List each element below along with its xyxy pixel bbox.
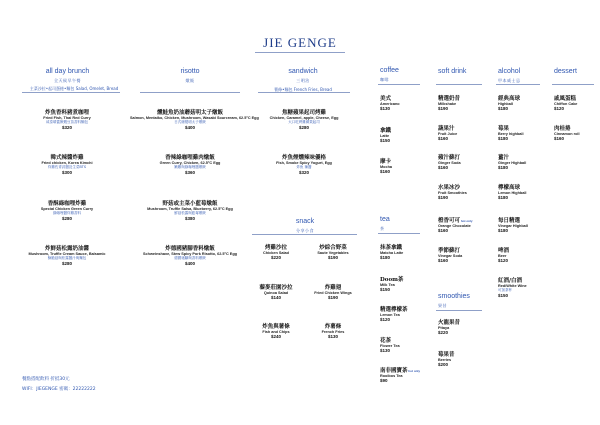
alcohol-item <box>498 216 548 233</box>
alcohol-item <box>498 183 548 200</box>
brunch-item <box>12 199 122 221</box>
item-name-zh: 野菇或主菜小藍莓燉飯 <box>162 201 218 207</box>
item-note: 日式燻製明太子燉飯 <box>174 120 206 124</box>
item-name-zh: 炒綜合野菜 <box>319 245 347 251</box>
item-price: $190 <box>327 295 338 300</box>
item-name-en: Chicken, Caramel, apple, Cheese, Egg <box>269 116 339 120</box>
item-name-en: Orange Chocolate <box>438 224 471 228</box>
section-title-brunch: all day brunch <box>45 68 90 75</box>
item-price: $320 <box>61 125 72 130</box>
item-name-zh: 南非國寶茶 hot only <box>380 368 421 374</box>
item-name-zh: 蔬果汁 <box>438 126 455 132</box>
item-name-en: Highball <box>498 102 513 106</box>
snack-item <box>249 243 303 260</box>
item-name-en: Rooibos Tea <box>380 374 403 378</box>
item-price: $160 <box>438 228 449 233</box>
item-name-en: Ginger Soda <box>438 161 461 165</box>
item-name-en: Lemon Tea <box>380 313 400 317</box>
item-name-zh: 檸檬高球 <box>498 185 521 191</box>
item-name-zh: 炸德國豬腳香料燉飯 <box>165 246 215 252</box>
item-tag: hot only <box>460 219 473 223</box>
item-name-zh: 炸魚與薯條 <box>262 324 290 330</box>
item-name-en: Vinegar Highball <box>498 224 528 228</box>
item-name-en: French Fries <box>321 330 345 334</box>
item-price: $150 <box>380 138 391 143</box>
dessert-item <box>554 124 596 141</box>
section-rule-softdrink <box>436 84 482 85</box>
item-name-en: Fruit Juice <box>438 132 458 136</box>
section-rule-smoothies <box>436 310 482 311</box>
section-note-sandwich: 薯條•麵包 French Fries, Bread <box>274 87 332 92</box>
item-name-en: Mushroom, Truffle Salsa, Blueberry, 62.5°C Egg <box>147 207 233 211</box>
item-price: $190 <box>327 255 338 260</box>
section-rule-tea <box>378 233 420 234</box>
item-price: $160 <box>438 258 449 263</box>
item-name-zh: 莓果 <box>498 126 510 132</box>
item-name-zh: 每日精選 <box>498 218 521 224</box>
item-name-en: Vinegar Soda <box>438 254 463 258</box>
item-name-en: Beer <box>498 254 507 258</box>
item-name-zh: 香酥綠咖哩炸雞 <box>47 201 87 207</box>
section-title-softdrink: soft drink <box>438 68 467 75</box>
brunch-item <box>12 244 122 266</box>
item-name-en: Salmon, Mentaiko, Chicken, Mushroom, Wasabi Sourcream, 62.5°C Egg <box>130 116 259 120</box>
item-name-zh: 花茶 <box>380 338 392 344</box>
item-name-zh: 炸魚香料豬煮咖哩 <box>44 110 89 116</box>
snack-item <box>249 283 303 300</box>
alcohol-item <box>498 124 548 141</box>
item-note: 酥脆菇與松露醬汁與麵包 <box>47 256 87 260</box>
section-rule-brunch <box>22 92 120 93</box>
section-rule-risotto <box>140 92 240 93</box>
item-name-en: Red/White Wine <box>498 284 527 288</box>
section-subtitle-alcohol: 甲本威士忌 <box>498 78 521 83</box>
item-price: $220 <box>438 330 449 335</box>
section-rule-coffee <box>378 84 420 85</box>
tea-item <box>380 305 425 322</box>
section-title-risotto: risotto <box>180 68 200 75</box>
section-title-alcohol: alcohol <box>498 68 521 75</box>
item-name-en: Quinoa Salad <box>263 291 289 295</box>
section-rule-alcohol <box>496 84 540 85</box>
alcohol-item <box>498 276 548 298</box>
item-name-zh: 炸魚煙燻辣味優格 <box>281 155 326 161</box>
item-name-en: Fish and Chips <box>262 330 290 334</box>
item-price: $160 <box>380 169 391 174</box>
item-name-zh: 精選奶昔 <box>438 96 461 102</box>
item-note: 德國豬腳與香料燉飯 <box>174 256 206 260</box>
item-name-en: Fried chicken, Korea Kimchi <box>41 161 93 165</box>
item-price: $380 <box>184 216 195 221</box>
section-title-tea: tea <box>380 216 390 223</box>
section-subtitle-smoothies: 果昔 <box>438 303 447 308</box>
softdrink-item <box>438 94 493 111</box>
item-name-en: Matcha Latte <box>380 251 404 255</box>
item-name-en: Ginger Highball <box>498 161 527 165</box>
item-name-zh: 炸雞翅 <box>324 285 342 291</box>
section-title-dessert: dessert <box>554 68 577 75</box>
item-name-en: Milk Tea <box>380 283 395 287</box>
item-name-zh: 抹茶拿鐵 <box>380 245 403 251</box>
section-subtitle-risotto: 燉飯 <box>185 78 195 83</box>
item-price: $190 <box>438 106 449 111</box>
item-price: $360 <box>184 170 195 175</box>
item-price: $240 <box>270 334 281 339</box>
item-price: $120 <box>554 106 565 111</box>
item-name-zh: 烤雞沙拉 <box>264 245 287 251</box>
softdrink-item <box>438 216 493 233</box>
section-subtitle-sandwich: 三明治 <box>296 78 310 83</box>
softdrink-item <box>438 183 493 200</box>
item-name-zh: 水果冰沙 <box>438 185 461 191</box>
tea-item <box>380 366 425 383</box>
item-name-en: Berries <box>438 358 452 362</box>
item-note: 鮮菇松露與藍莓燉飯 <box>174 211 206 215</box>
item-price: $280 <box>61 216 72 221</box>
coffee-item <box>380 94 425 111</box>
risotto-item <box>130 244 250 266</box>
item-name-zh: 紅酒/白酒 <box>498 278 523 284</box>
item-name-zh: 摩卡 <box>380 159 392 165</box>
item-name-zh: 莓果昔 <box>438 352 455 358</box>
softdrink-item <box>438 124 493 141</box>
section-rule-sandwich <box>258 92 350 93</box>
smoothie-item <box>438 350 488 367</box>
item-note: 炸雞佐青蒜醬及生菜BTS <box>47 165 87 169</box>
item-price: $400 <box>184 261 195 266</box>
brunch-item <box>12 108 122 130</box>
item-name-zh: 精選檸檬茶 <box>380 307 408 313</box>
item-price: $130 <box>380 348 391 353</box>
item-name-zh: 拿鐵 <box>380 128 392 134</box>
item-price: $300 <box>61 170 72 175</box>
item-name-en: Latte <box>380 134 390 138</box>
smoothie-item <box>438 318 488 335</box>
item-name-zh: 季節蘇打 <box>438 248 461 254</box>
item-name-en: Fruit Smoothies <box>438 191 467 195</box>
item-price: $180 <box>498 195 509 200</box>
item-name-en: Cinnamon roll <box>554 132 580 136</box>
item-name-en: Mocha <box>380 165 393 169</box>
item-name-en: Flower Tea <box>380 344 400 348</box>
item-price: $160 <box>438 165 449 170</box>
alcohol-item <box>498 94 548 111</box>
alcohol-item <box>498 153 548 170</box>
item-name-en: Milkshake <box>438 102 457 106</box>
item-name-zh: 經典高球 <box>498 96 521 102</box>
item-note: 咸泰晴蓋飯蝦豆苗香料麵包 <box>46 120 88 124</box>
item-name-zh: 橙香可可 hot only <box>438 218 473 224</box>
section-rule-dessert <box>552 84 594 85</box>
coffee-item <box>380 126 425 143</box>
item-price: $90 <box>380 378 388 383</box>
item-name-zh: 薑汁 <box>498 155 510 161</box>
item-name-en: Lemon Highball <box>498 191 527 195</box>
item-name-zh: Doom茶 <box>380 277 404 283</box>
item-name-en: Pitaya <box>438 326 450 330</box>
item-price: $160 <box>554 136 565 141</box>
snack-item <box>306 322 360 339</box>
item-price: $320 <box>298 170 309 175</box>
item-price: $180 <box>498 136 509 141</box>
coffee-item <box>380 157 425 174</box>
item-name-en: Fried Fish, Thai Red Curry <box>43 116 91 120</box>
softdrink-item <box>438 246 493 263</box>
sandwich-item <box>254 153 354 175</box>
item-name-zh: 炸鮮菇松露奶油醬 <box>44 246 89 252</box>
item-price: $200 <box>438 362 449 367</box>
footer-wifi: WIFI：JIEGENGE 密碼：22222222 <box>22 387 96 392</box>
item-price: $120 <box>380 317 391 322</box>
section-note-brunch: 主菜沙拉•起司蛋捲•麵包 Salad, Omelet, Bread <box>29 86 119 91</box>
item-price: $280 <box>61 261 72 266</box>
section-title-smoothies: smoothies <box>438 293 470 300</box>
item-name-en: Chiffon Cake <box>554 102 578 106</box>
alcohol-item <box>498 246 548 263</box>
item-price: $140 <box>270 295 281 300</box>
item-name-en: Americano <box>380 102 400 106</box>
item-note: 炸魚 辣醬 <box>296 165 312 169</box>
dessert-item <box>554 94 596 111</box>
item-name-zh: 美式 <box>380 96 392 102</box>
item-price: $400 <box>184 125 195 130</box>
section-title-sandwich: sandwich <box>288 68 318 75</box>
brunch-item <box>12 153 122 175</box>
item-price: $150 <box>498 293 509 298</box>
softdrink-item <box>438 153 493 170</box>
item-name-zh: 戚風蛋糕 <box>554 96 577 102</box>
risotto-item <box>130 153 250 175</box>
snack-item <box>306 283 360 300</box>
item-price: $150 <box>380 287 391 292</box>
item-name-zh: 炸薯條 <box>324 324 342 330</box>
sandwich-item <box>254 108 354 130</box>
item-name-zh: 火龍果昔 <box>438 320 461 326</box>
item-note: 綠咖哩醬炸雞香料 <box>53 211 81 215</box>
item-price: $280 <box>298 125 309 130</box>
item-note: 嫩雞與綠咖哩醬燉飯 <box>174 165 206 169</box>
item-price: $180 <box>498 165 509 170</box>
item-price: $120 <box>498 258 509 263</box>
item-name-zh: 香辣綠咖哩雞肉燉飯 <box>165 155 215 161</box>
item-tag: hot only <box>407 369 421 373</box>
section-title-coffee: coffee <box>380 67 399 74</box>
section-subtitle-brunch: 全天候早午餐 <box>54 78 81 83</box>
item-name-zh: 藜麥莊園沙拉 <box>259 285 293 291</box>
item-name-en: Berry highball <box>498 132 524 136</box>
item-price: $180 <box>498 228 509 233</box>
tea-item <box>380 336 425 353</box>
item-name-en: Fried Chicken Wings <box>314 291 352 295</box>
section-rule-snack <box>252 234 357 235</box>
section-subtitle-snack: 分享小食 <box>296 228 314 233</box>
item-name-en: Green Curry, Chicken, 62.5°C Egg <box>159 161 221 165</box>
item-note: 可加茶杯 <box>498 288 512 292</box>
item-name-en: Mushroom, Truffle Cream Sauce, Balsamic <box>28 252 106 256</box>
item-price: $160 <box>438 136 449 141</box>
item-name-en: Special Chicken Green Curry <box>40 207 94 211</box>
item-note: 大口吃烤雞蘋果起司 <box>288 120 320 124</box>
snack-item <box>249 322 303 339</box>
item-price: $190 <box>438 195 449 200</box>
item-name-en: Fish, Smoke Spicy Yogurt, Egg <box>276 161 332 165</box>
snack-item <box>306 243 360 260</box>
tea-item <box>380 243 425 260</box>
item-name-zh: 蘋汁蘇打 <box>438 155 461 161</box>
item-name-zh: 韓式辣醬炸雞 <box>50 155 84 161</box>
item-name-zh: 焦糖蘋果起司烤雞 <box>281 110 326 116</box>
title-rule <box>255 52 345 53</box>
item-name-zh: 啤酒 <box>498 248 510 254</box>
item-name-zh: 燻鮭魚奶油蘑菇明太子燉飯 <box>156 110 223 116</box>
item-name-zh: 肉桂捲 <box>554 126 571 132</box>
item-price: $130 <box>327 334 338 339</box>
item-price: $130 <box>380 106 391 111</box>
tea-item <box>380 275 425 292</box>
item-price: $180 <box>380 255 391 260</box>
section-subtitle-tea: 茶 <box>380 226 385 231</box>
footer-discount: 餐點搭配飲料 折抵30元 <box>22 377 70 382</box>
risotto-item <box>130 199 250 221</box>
risotto-item <box>130 108 259 130</box>
item-name-en: Chicken Salad <box>263 251 289 255</box>
item-price: $220 <box>270 255 281 260</box>
item-name-en: Saute Vegetables <box>317 251 349 255</box>
section-subtitle-coffee: 咖啡 <box>380 77 389 82</box>
item-price: $180 <box>498 106 509 111</box>
page-title: JIE GENGE <box>263 35 337 50</box>
section-title-snack: snack <box>295 218 315 225</box>
item-name-en: Schweinshaxe, Stew Spicy Pork Risotto, 62.5°C Egg <box>143 252 237 256</box>
